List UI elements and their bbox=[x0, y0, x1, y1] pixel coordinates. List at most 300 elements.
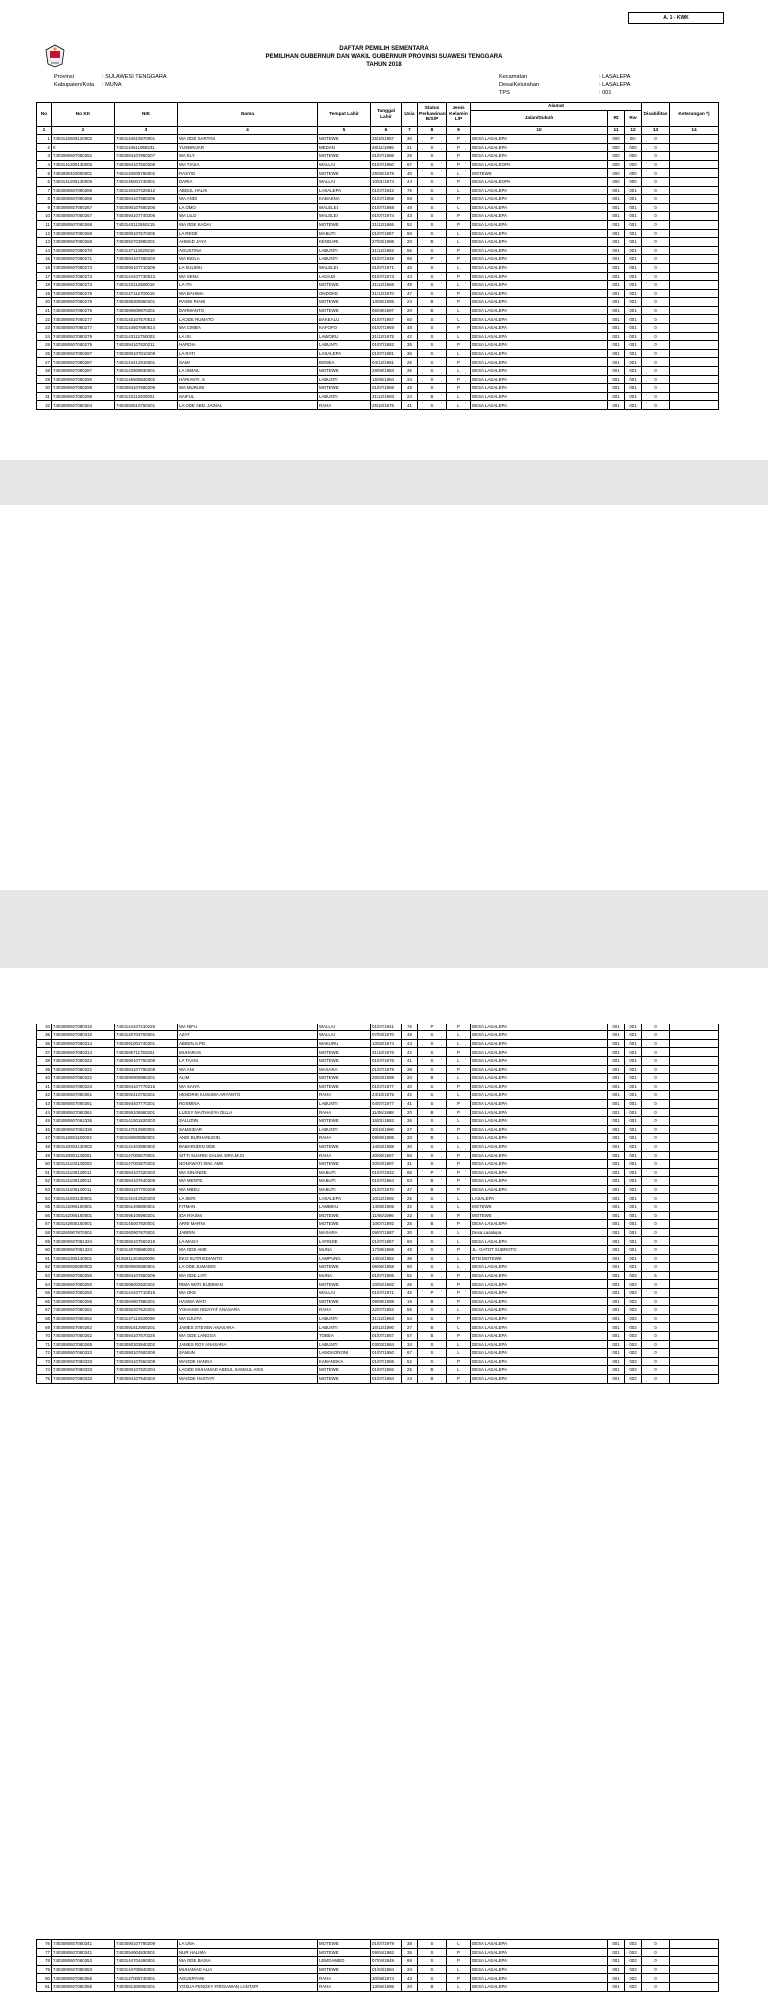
cell-rw: 001 bbox=[625, 1082, 642, 1091]
cell-birthdate: 01/07/1967 bbox=[371, 229, 402, 238]
cell-birthdate: 10/02/1992 bbox=[371, 1280, 402, 1289]
cell-rw: 000 bbox=[625, 177, 642, 186]
cell-marital-status: S bbox=[418, 1091, 447, 1100]
cell-gender: L bbox=[447, 401, 471, 410]
document-year: TAHUN 2018 bbox=[366, 62, 402, 68]
cell-birthdate: 01/07/1976 bbox=[371, 1056, 402, 1065]
cell-age: 23 bbox=[402, 298, 418, 307]
cell-disability: 0 bbox=[642, 1331, 670, 1340]
cell-no: 53 bbox=[37, 1185, 52, 1194]
cell-rt: 001 bbox=[608, 1357, 625, 1366]
table-row bbox=[37, 289, 719, 298]
cell-name: DARMANTO bbox=[178, 306, 318, 315]
cell-rt: 001 bbox=[608, 1082, 625, 1091]
cell-street: DESA LASALEPA bbox=[471, 1074, 608, 1083]
cell-rt: 001 bbox=[608, 1056, 625, 1065]
cell-street: DESA LASALEPA bbox=[471, 298, 608, 307]
cell-marital-status: S bbox=[418, 272, 447, 281]
table-row bbox=[37, 1280, 719, 1289]
cell-age: 49 bbox=[402, 1246, 418, 1255]
cell-name: JABRIN bbox=[178, 1228, 318, 1237]
cell-marital-status: S bbox=[418, 169, 447, 178]
table-row bbox=[37, 1237, 719, 1246]
cell-marital-status: B bbox=[418, 1108, 447, 1117]
cell-name: LA UNA bbox=[178, 1940, 318, 1949]
cell-gender: P bbox=[447, 324, 471, 333]
cell-marital-status: S bbox=[418, 1280, 447, 1289]
column-number: 9 bbox=[447, 127, 471, 135]
table-row bbox=[37, 1297, 719, 1306]
cell-street: DESA LASALEPA bbox=[471, 349, 608, 358]
cell-no: 64 bbox=[37, 1280, 52, 1289]
cell-no: 46 bbox=[37, 1125, 52, 1134]
table-row bbox=[37, 229, 719, 238]
cell-marital-status: S bbox=[418, 1940, 447, 1949]
cell-marital-status: B bbox=[418, 1982, 447, 1991]
cell-street: DESA LASALEPA bbox=[471, 1185, 608, 1194]
cell-gender: P bbox=[447, 212, 471, 221]
cell-nik: 7403094107640205 bbox=[115, 1177, 178, 1186]
cell-birthplace: MOTEWE bbox=[318, 135, 371, 144]
cell-name: WA NIFU bbox=[178, 1022, 318, 1031]
cell-rw: 001 bbox=[625, 263, 642, 272]
cell-disability: 0 bbox=[642, 263, 670, 272]
cell-notes bbox=[670, 1297, 719, 1306]
cell-notes bbox=[670, 1151, 719, 1160]
cell-birthplace: MOTEWE bbox=[318, 298, 371, 307]
cell-birthplace: LABUNTI bbox=[318, 392, 371, 401]
cell-rw: 001 bbox=[625, 1048, 642, 1057]
cell-age: 53 bbox=[402, 1177, 418, 1186]
cell-disability: 0 bbox=[642, 306, 670, 315]
cell-name: JAMES STEVEN ANASARA bbox=[178, 1323, 318, 1332]
cell-age: 57 bbox=[402, 1331, 418, 1340]
cell-name: LA ISI bbox=[178, 332, 318, 341]
cell-rw: 001 bbox=[625, 1074, 642, 1083]
cell-marital-status: B bbox=[418, 1323, 447, 1332]
cell-disability: 0 bbox=[642, 289, 670, 298]
cell-rt: 001 bbox=[608, 1974, 625, 1983]
cell-disability: 0 bbox=[642, 203, 670, 212]
cell-street: DESA LASALEPA bbox=[471, 375, 608, 384]
cell-birthdate: 01/07/1973 bbox=[371, 272, 402, 281]
cell-marital-status: S bbox=[418, 1340, 447, 1349]
cell-age: 50 bbox=[402, 1151, 418, 1160]
cell-birthdate: 01/07/1965 bbox=[371, 1271, 402, 1280]
cell-nik: 7403061408890001 bbox=[115, 1203, 178, 1212]
cell-birthdate: 06/09/1997 bbox=[371, 306, 402, 315]
cell-birthdate: 30/10/1990 bbox=[371, 1125, 402, 1134]
cell-notes bbox=[670, 1340, 719, 1349]
cell-marital-status: S bbox=[418, 324, 447, 333]
cell-name: WA BAHIMA bbox=[178, 289, 318, 298]
cell-rw: 001 bbox=[625, 384, 642, 393]
cell-birthplace: LASALEPA bbox=[318, 1194, 371, 1203]
table-row bbox=[37, 1331, 719, 1340]
cell-name: WA SAIYA bbox=[178, 1082, 318, 1091]
cell-rw: 001 bbox=[625, 1151, 642, 1160]
cell-marital-status: S bbox=[418, 289, 447, 298]
cell-nik: 7403060107560215 bbox=[115, 1237, 178, 1246]
cell-notes bbox=[670, 1957, 719, 1966]
cell-age: 69 bbox=[402, 1957, 418, 1966]
cell-rw: 002 bbox=[625, 1366, 642, 1375]
cell-rw: 001 bbox=[625, 1142, 642, 1151]
region-info-right bbox=[499, 73, 630, 97]
cell-no-kk: 7403141503130001 bbox=[52, 1194, 115, 1203]
cell-nik: 7403092510760201 bbox=[115, 401, 178, 410]
cell-birthdate: 01/07/1964 bbox=[371, 1177, 402, 1186]
cell-disability: 0 bbox=[642, 375, 670, 384]
header-age: Usia bbox=[402, 103, 418, 127]
cell-age: 25 bbox=[402, 1366, 418, 1375]
cell-birthplace: BAKEALU bbox=[318, 315, 371, 324]
cell-age: 36 bbox=[402, 1254, 418, 1263]
cell-nik: 7403090909980201 bbox=[115, 1074, 178, 1083]
cell-no-kk: 7403090607080314 bbox=[52, 1048, 115, 1057]
cell-birthplace: LASALEPA bbox=[318, 186, 371, 195]
cell-no: 20 bbox=[37, 298, 52, 307]
cell-disability: 0 bbox=[642, 1940, 670, 1949]
cell-no: 42 bbox=[37, 1091, 52, 1100]
cell-nik: 7403090107710208 bbox=[115, 263, 178, 272]
cell-marital-status: S bbox=[418, 1974, 447, 1983]
cell-rw: 001 bbox=[625, 229, 642, 238]
cell-nik: 7403142909830001 bbox=[115, 367, 178, 376]
cell-birthplace: LABUNTI bbox=[318, 255, 371, 264]
cell-no-kk: 7403090607080323 bbox=[52, 1082, 115, 1091]
cell-no-kk: 7403062305140001 bbox=[52, 1254, 115, 1263]
cell-rt: 001 bbox=[608, 186, 625, 195]
cell-birthplace: KABANGKA bbox=[318, 1357, 371, 1366]
cell-notes bbox=[670, 1177, 719, 1186]
table-row bbox=[37, 1349, 719, 1358]
cell-gender: L bbox=[447, 1117, 471, 1126]
cell-rw: 001 bbox=[625, 1108, 642, 1117]
cell-birthplace: WALELEI bbox=[318, 212, 371, 221]
cell-street: DESA LASALEPA bbox=[471, 1108, 608, 1117]
cell-birthdate: 01/07/1992 bbox=[371, 1366, 402, 1375]
cell-rw: 001 bbox=[625, 1263, 642, 1272]
cell-gender: P bbox=[447, 375, 471, 384]
cell-gender: L bbox=[447, 1254, 471, 1263]
cell-age: 50 bbox=[402, 229, 418, 238]
cell-no: 80 bbox=[37, 1974, 52, 1983]
cell-notes bbox=[670, 229, 719, 238]
cell-street: DESA LASALEPA bbox=[471, 220, 608, 229]
cell-name: AHMAD JAYA bbox=[178, 238, 318, 247]
cell-name: ABIDIN.S.PD bbox=[178, 1039, 318, 1048]
cell-notes bbox=[670, 1031, 719, 1040]
cell-notes bbox=[670, 1289, 719, 1298]
cell-name: BABARUDIN ODE bbox=[178, 1142, 318, 1151]
cell-nik: 7403143112680016 bbox=[115, 281, 178, 290]
cell-marital-status: S bbox=[418, 281, 447, 290]
cell-gender: L bbox=[447, 186, 471, 195]
cell-rw: 002 bbox=[625, 1974, 642, 1983]
cell-street: DESA LASALEPA bbox=[471, 1117, 608, 1126]
cell-no: 5 bbox=[37, 169, 52, 178]
cell-birthdate: 17/08/1968 bbox=[371, 1246, 402, 1255]
cell-street: DESA LASALEPA bbox=[471, 1022, 608, 1031]
cell-rw: 002 bbox=[625, 1940, 642, 1949]
header-marital-status: Status Perkawinan B/S/P bbox=[418, 103, 447, 127]
cell-age: 34 bbox=[402, 1965, 418, 1974]
cell-rt: 001 bbox=[608, 1331, 625, 1340]
cell-marital-status: S bbox=[418, 143, 447, 152]
cell-marital-status: S bbox=[418, 1349, 447, 1358]
cell-disability: 0 bbox=[642, 1099, 670, 1108]
cell-birthdate: 09/07/1987 bbox=[371, 1228, 402, 1237]
cell-notes bbox=[670, 1948, 719, 1957]
cell-gender: P bbox=[447, 1314, 471, 1323]
cell-notes bbox=[670, 212, 719, 221]
cell-no: 48 bbox=[37, 1142, 52, 1151]
cell-birthdate: 01/07/1971 bbox=[371, 263, 402, 272]
column-number: 12 bbox=[625, 127, 642, 135]
cell-name: LAODE RUMATO bbox=[178, 315, 318, 324]
cell-marital-status: S bbox=[418, 1194, 447, 1203]
cell-marital-status: S bbox=[418, 341, 447, 350]
cell-birthplace: LABUNTI bbox=[318, 1314, 371, 1323]
cell-birthdate: 01/07/1950 bbox=[371, 160, 402, 169]
cell-name: DARIA bbox=[178, 177, 318, 186]
cell-gender: P bbox=[447, 1082, 471, 1091]
cell-rw: 001 bbox=[625, 1031, 642, 1040]
cell-name: LA REDE bbox=[178, 229, 318, 238]
cell-birthplace: LEMOAMBO bbox=[318, 1957, 371, 1966]
cell-rt: 001 bbox=[608, 392, 625, 401]
table-row bbox=[37, 298, 719, 307]
cell-birthdate: 01/07/1974 bbox=[371, 212, 402, 221]
cell-no-kk: 7403090607080361 bbox=[52, 1108, 115, 1117]
table-row bbox=[37, 1099, 719, 1108]
table-row bbox=[37, 160, 719, 169]
cell-no-kk: 7403090607080267 bbox=[52, 203, 115, 212]
cell-no: 1 bbox=[37, 135, 52, 144]
cell-disability: 0 bbox=[642, 1280, 670, 1289]
cell-name: AZAT bbox=[178, 1031, 318, 1040]
cell-age: 55 bbox=[402, 246, 418, 255]
cell-age: 52 bbox=[402, 1357, 418, 1366]
cell-no: 74 bbox=[37, 1366, 52, 1375]
cell-name: YOSUA FENGKY FIRGIAWAN LANTAPI bbox=[178, 1982, 318, 1991]
cell-rw: 001 bbox=[625, 341, 642, 350]
cell-birthdate: 01/07/1977 bbox=[371, 1082, 402, 1091]
cell-nik: 7403143112650215 bbox=[115, 220, 178, 229]
cell-no-kk: 7403142509120002 bbox=[52, 135, 115, 144]
cell-no: 19 bbox=[37, 289, 52, 298]
cell-name: WA ANI bbox=[178, 1065, 318, 1074]
table-row bbox=[37, 1374, 719, 1383]
cell-street: DESA LASALEPA bbox=[471, 1331, 608, 1340]
table-row bbox=[37, 1117, 719, 1126]
column-number: 5 bbox=[318, 127, 371, 135]
header-no: No bbox=[37, 103, 52, 127]
cell-name: RASYID bbox=[178, 169, 318, 178]
cell-rw: 002 bbox=[625, 1314, 642, 1323]
cell-birthplace: LASALEPA bbox=[318, 349, 371, 358]
cell-nik: 7403147003870202 bbox=[115, 1160, 178, 1169]
cell-gender: P bbox=[447, 1185, 471, 1194]
cell-no: 63 bbox=[37, 1271, 52, 1280]
cell-age: 34 bbox=[402, 375, 418, 384]
cell-street: DESA LASALEPA bbox=[471, 281, 608, 290]
cell-name: AGUSTINA bbox=[178, 246, 318, 255]
cell-age: 55 bbox=[402, 1306, 418, 1315]
meta-key: Desa/Kelurahan bbox=[499, 82, 540, 88]
cell-no: 79 bbox=[37, 1965, 52, 1974]
cell-rt: 001 bbox=[608, 384, 625, 393]
cell-age: 69 bbox=[402, 255, 418, 264]
cell-disability: 0 bbox=[642, 255, 670, 264]
cell-rt: 001 bbox=[608, 1022, 625, 1031]
cell-street: DESA LASALEPA bbox=[471, 341, 608, 350]
cell-nik: 7403144507690514 bbox=[115, 324, 178, 333]
cell-rt: 001 bbox=[608, 1289, 625, 1298]
cell-name: WA DJUITA bbox=[178, 1314, 318, 1323]
cell-no-kk: 7403090607080304 bbox=[52, 401, 115, 410]
cell-disability: 0 bbox=[642, 152, 670, 161]
column-number: 14 bbox=[670, 127, 719, 135]
cell-birthplace: MABUTI bbox=[318, 1177, 371, 1186]
cell-disability: 0 bbox=[642, 1323, 670, 1332]
cell-rw: 001 bbox=[625, 1056, 642, 1065]
cell-birthdate: 01/07/1957 bbox=[371, 1237, 402, 1246]
cell-birthplace: WALELEI bbox=[318, 203, 371, 212]
cell-nik: 7403144704490001 bbox=[115, 1957, 178, 1966]
meta-row-tps bbox=[499, 89, 630, 97]
table-body bbox=[37, 1940, 719, 1992]
cell-street: DESA LASALEPA bbox=[471, 332, 608, 341]
cell-notes bbox=[670, 306, 719, 315]
cell-marital-status: S bbox=[418, 1965, 447, 1974]
table-row bbox=[37, 1220, 719, 1229]
cell-notes bbox=[670, 220, 719, 229]
cell-marital-status: B bbox=[418, 1220, 447, 1229]
cell-age: 41 bbox=[402, 1099, 418, 1108]
cell-birthplace: RAHA bbox=[318, 1108, 371, 1117]
cell-no: 6 bbox=[37, 177, 52, 186]
cell-disability: 0 bbox=[642, 1082, 670, 1091]
cell-disability: 0 bbox=[642, 246, 670, 255]
header-birthdate: Tanggal Lahir bbox=[371, 103, 402, 127]
cell-age: 31 bbox=[402, 1160, 418, 1169]
cell-age: 49 bbox=[402, 281, 418, 290]
cell-name: FITMAN bbox=[178, 1203, 318, 1212]
cell-birthdate: 01/07/1988 bbox=[371, 152, 402, 161]
cell-name: SAMUN bbox=[178, 1349, 318, 1358]
cell-age: 36 bbox=[402, 349, 418, 358]
column-number: 11 bbox=[608, 127, 625, 135]
table-row bbox=[37, 1366, 719, 1375]
cell-notes bbox=[670, 1974, 719, 1983]
cell-birthdate: 31/10/1975 bbox=[371, 1048, 402, 1057]
cell-nik: 7403147112700015 bbox=[115, 289, 178, 298]
cell-no: 51 bbox=[37, 1168, 52, 1177]
cell-rt: 001 bbox=[608, 1220, 625, 1229]
table-row bbox=[37, 1177, 719, 1186]
cell-notes bbox=[670, 186, 719, 195]
table-row bbox=[37, 1125, 719, 1134]
cell-birthdate: 28/11/1996 bbox=[371, 143, 402, 152]
cell-disability: 0 bbox=[642, 367, 670, 376]
cell-rt: 001 bbox=[608, 289, 625, 298]
cell-birthplace: RAHA bbox=[318, 1091, 371, 1100]
cell-age: 38 bbox=[402, 1065, 418, 1074]
cell-gender: P bbox=[447, 135, 471, 144]
cell-nik: 7403094107820211 bbox=[115, 341, 178, 350]
cell-street: DESA LASALEPA bbox=[471, 1151, 608, 1160]
cell-rt: 001 bbox=[608, 332, 625, 341]
cell-name: WA SINANDE bbox=[178, 1168, 318, 1177]
cell-nik: 7403145505840002 bbox=[115, 375, 178, 384]
cell-no-kk: 7403090607080275 bbox=[52, 298, 115, 307]
cell-birthplace: MOTEWE bbox=[318, 367, 371, 376]
cell-age: 36 bbox=[402, 1117, 418, 1126]
cell-street: DESA LASALEPA bbox=[471, 315, 608, 324]
cell-age: 26 bbox=[402, 358, 418, 367]
cell-street: DESA LASALEPA bbox=[471, 255, 608, 264]
cell-rw: 001 bbox=[625, 1091, 642, 1100]
cell-no: 70 bbox=[37, 1331, 52, 1340]
cell-street: DESA LASALEPA bbox=[471, 1142, 608, 1151]
cell-nik: 7403090107760208 bbox=[115, 1056, 178, 1065]
table-row bbox=[37, 1108, 719, 1117]
cell-disability: 0 bbox=[642, 332, 670, 341]
cell-notes bbox=[670, 1065, 719, 1074]
cell-birthdate: 29/09/1983 bbox=[371, 367, 402, 376]
page-gap bbox=[0, 460, 768, 505]
cell-birthdate: 01/04/1984 bbox=[371, 1965, 402, 1974]
cell-birthdate: 10/02/1974 bbox=[371, 1039, 402, 1048]
cell-name: NUR HALIMA bbox=[178, 1948, 318, 1957]
cell-rt: 001 bbox=[608, 1965, 625, 1974]
cell-gender: L bbox=[447, 1031, 471, 1040]
cell-name: WA LILO bbox=[178, 212, 318, 221]
cell-rw: 001 bbox=[625, 195, 642, 204]
cell-age: 46 bbox=[402, 263, 418, 272]
cell-no-kk: 0 bbox=[52, 143, 115, 152]
cell-birthplace: MOTEWE bbox=[318, 220, 371, 229]
cell-birthdate: 01/07/1979 bbox=[371, 1065, 402, 1074]
cell-birthplace: WALLAI bbox=[318, 177, 371, 186]
cell-disability: 0 bbox=[642, 1203, 670, 1212]
cell-age: 21 bbox=[402, 143, 418, 152]
cell-rw: 001 bbox=[625, 1211, 642, 1220]
cell-no: 49 bbox=[37, 1151, 52, 1160]
cell-no-kk: 7403090607080262 bbox=[52, 1331, 115, 1340]
cell-rt: 001 bbox=[608, 1948, 625, 1957]
cell-age: 35 bbox=[402, 341, 418, 350]
cell-gender: P bbox=[447, 195, 471, 204]
cell-gender: L bbox=[447, 203, 471, 212]
cell-birthdate: 10/12/1992 bbox=[371, 1194, 402, 1203]
cell-disability: 0 bbox=[642, 1366, 670, 1375]
cell-no: 62 bbox=[37, 1263, 52, 1272]
cell-no-kk: 7403141103130003 bbox=[52, 1160, 115, 1169]
cell-rw: 00- bbox=[625, 135, 642, 144]
cell-name: WA BIOLA bbox=[178, 255, 318, 264]
cell-gender: P bbox=[447, 1108, 471, 1117]
table-row bbox=[37, 238, 719, 247]
cell-no: 35 bbox=[37, 1031, 52, 1040]
cell-street: DESA LASALEPA bbox=[471, 1357, 608, 1366]
table-row bbox=[37, 143, 719, 152]
cell-no: 30 bbox=[37, 384, 52, 393]
cell-birthplace: MOTEWE bbox=[318, 1117, 371, 1126]
cell-rw: 002 bbox=[625, 1323, 642, 1332]
